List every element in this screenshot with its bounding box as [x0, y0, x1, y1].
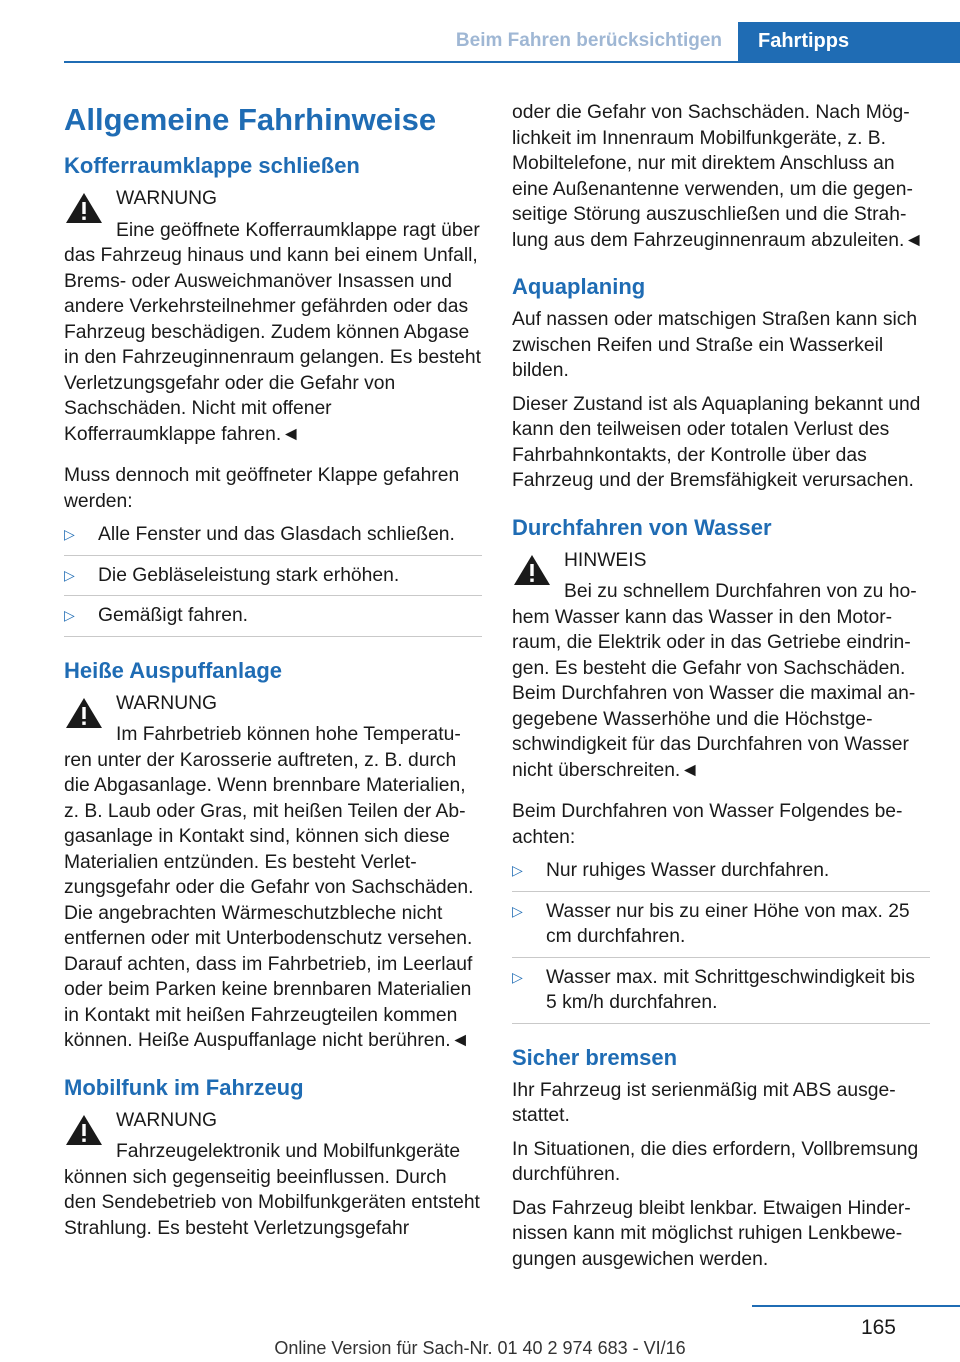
left-column — [64, 100, 482, 1257]
warning-block-auspuff — [64, 691, 482, 1054]
warning-triangle-icon — [512, 552, 552, 588]
list-item: ▷ Wasser nur bis zu einer Höhe von max. 25 cm durchfahren. — [512, 899, 930, 958]
notice-text: Bei zu schnellem Durchfahren von zu hohem Wasser kann das Wasser in den Motorraum, die Elektrik oder in das Getriebe eindringen. Es besteht die Gefahr von Sachschäden. Beim Durchfahren von Wasser die maximal angegebene Wasserhöhe und die Höchstgeschwindigkeit für das Durchfahren von Wasser nicht überschreiten.◄ — [512, 581, 917, 781]
warning-block-kofferraum — [64, 186, 482, 447]
warning-triangle-icon — [64, 190, 104, 226]
bullet-list-kofferraum — [64, 522, 482, 637]
triangle-right-icon: ▷ — [512, 968, 523, 985]
paragraph-continued: oder die Gefahr von Sachschäden. Nach Möglichkeit im Innenraum Mobilfunkgeräte, z. B. Mobiltelefone, nur mit direktem Anschluss an eine Außenantenne verwenden, um die gegenseitige Störung auszuschließen und die Strahlung aus dem Fahrzeuginnenraum abzuleiten.◄ — [512, 102, 924, 251]
section-heading-wasser: Durchfahren von Wasser — [512, 514, 772, 540]
paragraph: In Situationen, die dies erfordern, Vollbremsung durchführen. — [512, 1138, 919, 1185]
warning-text: Eine geöffnete Kofferraumklappe ragt über das Fahrzeug hinaus und kann bei einem Unfall, Brems- oder Ausweichmanöver Insassen und andere Verkehrsteilnehmer gefährden oder das Fahrzeug beschädigen. Zudem können Abgase in den Fahrzeuginnenraum gelangen. Es besteht Verletzungsgefahr oder die Gefahr von Sachschäden. Nicht mit offener Kofferraumklappe fahren.◄ — [64, 219, 481, 445]
warning-triangle-icon — [64, 695, 104, 731]
header-section-title: Beim Fahren berücksichtigen — [455, 30, 722, 51]
triangle-right-icon: ▷ — [512, 902, 523, 919]
section-heading-mobilfunk: Mobilfunk im Fahrzeug — [64, 1074, 304, 1100]
online-version-footer: Online Version für Sach-Nr. 01 40 2 974 683 - VI/16 — [274, 1338, 686, 1358]
section-heading-bremsen: Sicher bremsen — [512, 1044, 678, 1070]
page-number: 165 — [860, 1316, 896, 1339]
section-heading-kofferraum: Kofferraumklappe schließen — [64, 153, 360, 178]
paragraph: Auf nassen oder matschigen Straßen kann sich zwischen Reifen und Straße ein Wasserkeil bilden. — [512, 309, 918, 381]
triangle-right-icon: ▷ — [64, 566, 75, 583]
paragraph: Ihr Fahrzeug ist serienmäßig mit ABS ausgestattet. — [512, 1079, 896, 1126]
section-heading-auspuff: Heiße Auspuffanlage — [64, 657, 282, 683]
list-item: ▷ Wasser max. mit Schrittgeschwindigkeit bis 5 km/h durchfahren. — [512, 965, 930, 1024]
footer-rule — [752, 1305, 960, 1307]
warning-label: WARNUNG — [116, 692, 218, 714]
section-heading-aquaplaning: Aquaplaning — [512, 274, 646, 299]
notice-block-wasser — [512, 548, 930, 784]
list-item: ▷ Die Gebläseleistung stark erhöhen. — [64, 563, 482, 597]
list-item: ▷ Alle Fenster und das Glasdach schließen. — [64, 522, 482, 556]
notice-label: HINWEIS — [564, 549, 647, 571]
bullet-list-wasser — [512, 858, 930, 1024]
triangle-right-icon: ▷ — [512, 862, 523, 878]
paragraph: Dieser Zustand ist als Aquaplaning bekannt und kann den teilweisen oder totalen Verlust des Fahrbahnkontakts, der Kontrolle über das Fahrzeug und der Bremsfähigkeit verursachen. — [512, 393, 921, 491]
warning-text: Im Fahrbetrieb können hohe Temperaturen unter der Karosserie auftreten, z. B. durch die Abgasanlage. Wenn brennbare Materialien, z. B. Laub oder Gras, mit heißen Teilen der Abgasanlage in Kontakt sind, können sich diese Materialien entzünden. Es besteht Verletzungsgefahr oder die Gefahr von Sachschäden. Die angebrachten Wärmeschutzbleche nicht entfernen oder mit Unterbodenschutz versehen. Darauf achten, dass im Fahrbetrieb, im Leerlauf oder beim Parken keine brennbaren Materialien in Kontakt mit heißen Fahrzeugteilen kommen können. Heiße Auspuffanlage nicht berühren.◄ — [64, 724, 474, 1051]
paragraph-intro: Muss dennoch mit geöffneter Klappe gefahren werden: — [64, 465, 460, 512]
header-chapter-tab: Fahrtipps — [738, 22, 960, 63]
warning-text: Fahrzeugelektronik und Mobilfunkgeräte können sich gegenseitig beeinflussen. Durch den Sendebetrieb von Mobilfunkgeräten entsteht Strahlung. Es besteht Verletzungsgefahr — [64, 1141, 480, 1239]
warning-label: WARNUNG — [116, 1109, 218, 1131]
warning-triangle-icon — [64, 1112, 104, 1148]
right-column — [512, 100, 930, 1280]
warning-label: WARNUNG — [116, 188, 218, 209]
paragraph: Das Fahrzeug bleibt lenkbar. Etwaigen Hindernissen kann mit möglichst ruhigen Lenkbewegungen ausgewichen werden. — [512, 1197, 911, 1270]
list-item: ▷ Nur ruhiges Wasser durchfahren. — [512, 858, 930, 892]
warning-block-mobilfunk — [64, 1108, 482, 1242]
triangle-right-icon: ▷ — [64, 607, 75, 623]
page-title: Allgemeine Fahrhinweise — [64, 102, 437, 137]
triangle-right-icon: ▷ — [64, 526, 75, 542]
paragraph-intro: Beim Durchfahren von Wasser Folgendes beachten: — [512, 801, 903, 848]
list-item: ▷ Gemäßigt fahren. — [64, 603, 482, 637]
